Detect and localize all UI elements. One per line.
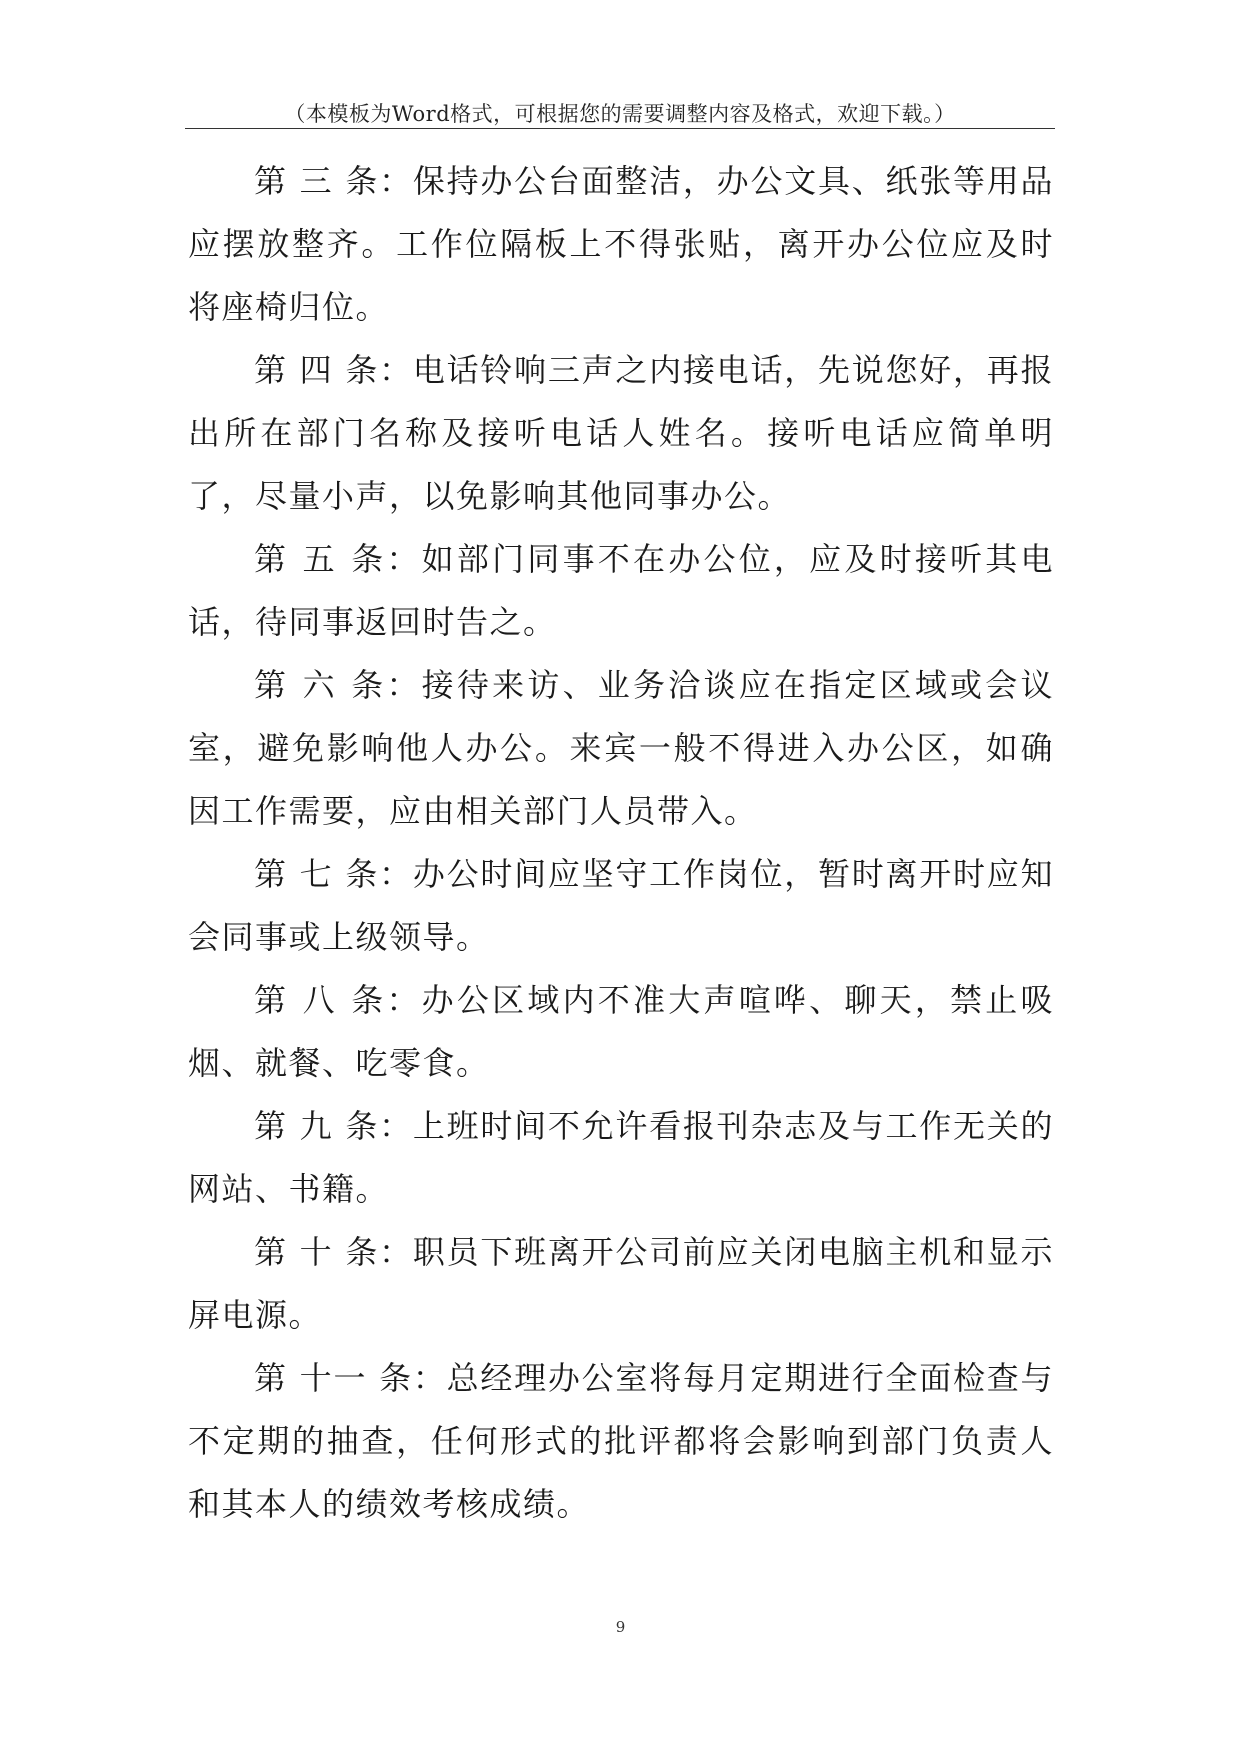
article-10: 第 十 条：职员下班离开公司前应关闭电脑主机和显示屏电源。 [188, 1233, 1054, 1334]
article-4: 第 四 条：电话铃响三声之内接电话，先说您好，再报出所在部门名称及接听电话人姓名。接听电话应简单明了，尽量小声，以免影响其他同事办公。 [188, 351, 1054, 515]
article-11: 第 十一 条：总经理办公室将每月定期进行全面检查与不定期的抽查，任何形式的批评都将会影响到部门负责人和其本人的绩效考核成绩。 [188, 1359, 1054, 1523]
article-7: 第 七 条：办公时间应坚守工作岗位，暂时离开时应知会同事或上级领导。 [188, 855, 1054, 956]
page-number: 9 [615, 1618, 626, 1636]
header-divider [185, 128, 1055, 129]
article-6: 第 六 条：接待来访、业务洽谈应在指定区域或会议室，避免影响他人办公。来宾一般不得进入办公区，如确因工作需要，应由相关部门人员带入。 [188, 666, 1054, 830]
page-header: （本模板为Word格式，可根据您的需要调整内容及格式，欢迎下载。） [284, 102, 956, 126]
article-3: 第 三 条：保持办公台面整洁，办公文具、纸张等用品应摆放整齐。工作位隔板上不得张贴，离开办公位应及时将座椅归位。 [188, 162, 1054, 326]
document-body [188, 150, 1054, 1536]
article-9: 第 九 条：上班时间不允许看报刊杂志及与工作无关的网站、书籍。 [188, 1107, 1054, 1208]
article-8: 第 八 条：办公区域内不准大声喧哗、聊天，禁止吸烟、就餐、吃零食。 [188, 981, 1054, 1082]
article-5: 第 五 条：如部门同事不在办公位，应及时接听其电话，待同事返回时告之。 [188, 540, 1054, 641]
